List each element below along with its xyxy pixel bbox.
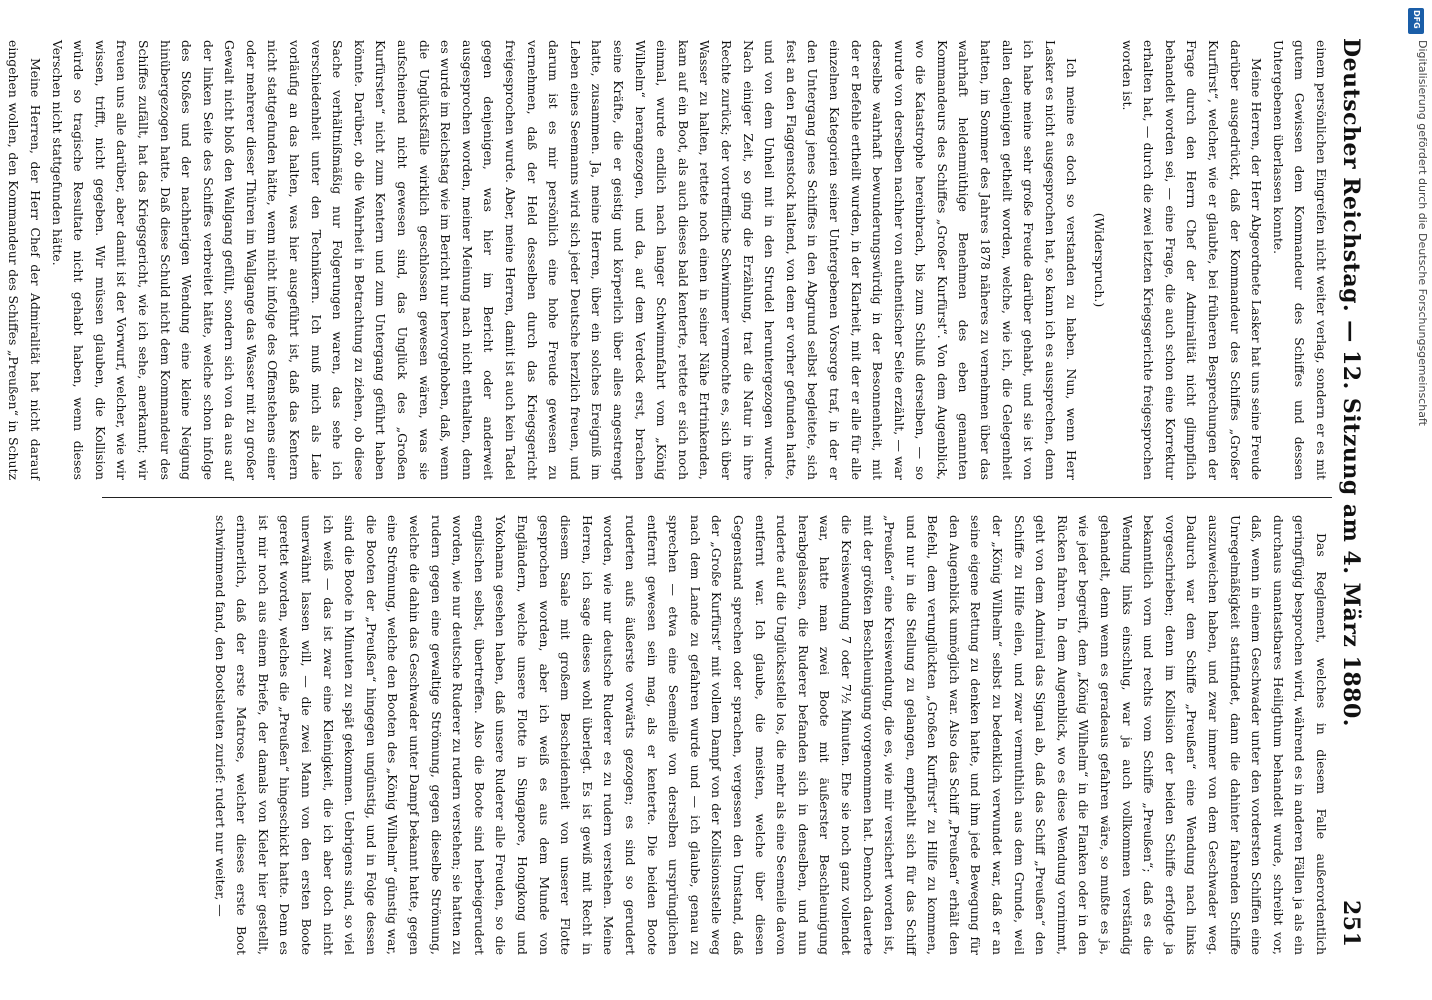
header-title: Deutscher Reichstag. —	[1338, 38, 1364, 343]
dfg-logo	[1408, 8, 1424, 34]
column-divider	[102, 497, 1332, 498]
dfg-logo-text: DFG	[1412, 10, 1421, 29]
credit-text: Digitalisierung gefördert durch die Deutsche Forschungsgemeinschaft	[1416, 40, 1429, 426]
paragraph: einem persönlichen Eingreifen nicht weiter verlag, sondern er es mit gutem Gewissen dem Kommandeur des Schiffes und dessen Untergebenen überlassen konnte.	[1270, 40, 1329, 480]
interjection: (Widerspruch.)	[1092, 212, 1108, 308]
right-text-column	[92, 515, 1332, 955]
paragraph: Meine Herren, der Herr Chef der Admiralität hat nicht darauf eingehen wollen, den Kommandeur des Schiffes „Preußen“ in Schutz	[6, 40, 43, 480]
page-number: 251	[1338, 900, 1364, 948]
paragraph: Meine Herren, der Herr Abgeordnete Lasker hat uns seine Freude darüber ausgedrückt, daß der Kommandeur des Schiffes „Großer Kurfürst“, welcher, wie er glaubte, bei früheren Besprechungen der Frage durch den Herrn Chef der Admiralität nicht glimpflich behandelt worden sei, — eine Frage, die auch schon eine Korrektur erhalten hat, — durch die zwei letzten Kriegsgerichte freigesprochen worden ist.	[1119, 40, 1265, 480]
header-session: 12. Sitzung am 4. März 1880.	[1338, 350, 1364, 727]
left-text-column	[6, 40, 1332, 480]
paragraph: Das Reglement, welches in diesem Falle außerordentlich geringfügig besprochen wird, während es in anderen Fällen ja als ein durchaus unantastbares Heiligthum behandelt wurde, schreibt vor, daß, wenn in einem Geschwader unter den vordersten Schiffen eine Unregelmäßigkeit stattfindet, dann die dahinter fahrenden Schiffe auszuweichen haben, und zwar immer von dem Geschwader weg. Dadurch war dem Schiffe „Preußen“ eine Wendung nach links vorgeschrieben; denn im Kollision der beiden Schiffe erfolgte ja bekanntlich vorn und rechts vom Schiffe „Preußen“; daß es die Wendung links einschlug, war ja auch vollkommen verständig gehandelt, denn wenn es geradeaus gefahren wäre, so mußte es ja, wie jeder begreift, dem „König Wilhelm“ in die Flanken oder in den Rücken fahren. In dem Augenblick, wo es diese Wendung vornimmt, geht von dem Admiral das Signal ab, daß das Schiff „Preußen“ den Schiffe zu Hilfe eilen, und zwar vermuthlich aus dem Grunde, weil der „König Wilhelm“ selbst zu bedenklich verwundet war, daß er an seine eigene Rettung zu denken hatte, und ihm jede Bewegung für den Augenblick unmöglich war. Also das Schiff „Preußen“ erhält den Befehl, dem verunglückten „Großen Kurfürst“ zu Hilfe zu kommen, und nur in die Stellung zu gelangen, empfiehlt sich für das Schiff „Preußen“ eine Kreiswendung, die es, wie mir versichert worden ist, mit der größten Beschleunigung vorgenommen hat. Dennoch dauerte die Kreiswendung 7 oder 7½ Minuten. Ehe sie noch ganz vollendet war, hatte man zwei Boote mit äußerster Beschleunigung herabgelassen, die Ruderer befanden sich in denselben, und nun ruderte auf die Unglücksstelle los, die mehr als eine Seemeile davon entfernt war. Ich glaube, die meisten, welche über diesen Gegenstand sprechen oder sprachen, vergessen den Umstand, daß der „Große Kurfürst“ mit vollem Dampf von der Kollisionsstelle weg nach dem Lande zu gefahren wurde und — ich glaube, genau zu sprechen — etwa eine Seemeile von derselben ursprünglichen entfernt gewesen sein mag, als er kenterte. Die beiden Boote ruderten aufs äußerste vorwärts gezogen; es sind so gerudert worden, wie nur deutsche Ruderer es zu rudern verstehen. Meine Herren, ich sage dieses wohl überlegt. Es ist gewiß mit Recht in diesem Saale mit großem Bescheidenheit von unserer Flotte gesprochen worden, aber ich weiß es aus dem Munde von Engländern, welche unsere Flotte in Singapore, Hongkong und Yokohama gesehen haben, daß unsere Ruderer alle Freuden, so die englischen selbst, übertreffen. Also die Boote sind herbeigerudert worden, wie nur deutsche Ruderer zu rudern verstehen; sie hatten zu rudern gegen eine gewaltige Strömung, gegen dieselbe Strömung, welche die dahin das Geschwader unter Dampf bekannt hatte, gegen eine Strömung, welche den Booten des „König Wilhelm“ günstig war, die Booten der „Preußen“ hingegen ungünstig, und in Folge dessen sind die Boote in Minuten zu spät gekommen. Uebrigens sind, so viel ich weiß — das ist zwar eine Kleinigkeit, die ich aber doch nicht unerwähnt lassen will, — die zwei Mann von den ersten Boote gerettet worden, welches die „Preußen“ hingeschickt hatte. Denn es ist mir noch aus einem Briefe, der damals von Kieler hier gestellt, erinnerlich, daß der erste Matrose, welcher dieses erste Boot schwimmend fand, den Bootsleuten zurief: rudert nur weiter, —	[212, 515, 1329, 955]
digitization-credit	[1395, 40, 1431, 1000]
paragraph: Ich meine es doch so verstanden zu haben. Nun, wenn Herr Lasker es nicht ausgesprochen hat, so kann ich es aussprechen, denn ich habe meine sehr große Freude darüber gehabt, und sie ist von allen denjenigen getheilt worden, welche, wie ich, die Gelegenheit hatten, im Sommer des Jahres 1878 näheres zu vernehmen über das wahrhaft heldenmüthige Benehmen des eben genannten Kommandeurs des Schiffes „Großer Kurfürst“. Von dem Augenblick, wo die Katastrophe hereinbrach, bis zum Schluß derselben, — so wurde von derselben nachher von authentischer Seite erzählt, — war derselbe wahrhaft bewunderungswürdig in der Besonnenheit, mit der er Befehle ertheilt wurden, in der Klarheit, mit der er alle für alle einzelnen Kategorien seiner Untergebenen Vorsorge traf, in der er den Untergang jenes Schiffes in den Abgrund selbst begleitete, sich fest an den Flaggenstock haltend, von dem er vorher gefunden hatte, und von dem Unheil mit in den Strudel heruntergezogen wurde. Nach einiger Zeit, so ging die Erzählung, trat die Natur in ihre Rechte zurück; der vortreffliche Schwimmer vermochte es, sich über Wasser zu halten, rettete noch einen in seiner Nähe Ertrinkenden, kam auf ein Boot, als auch dieses bald kenterte, rettete er sich noch einmal, wurde endlich nach langer Schwimmfahrt vom „König Wilhelm“ herangezogen, und da, auf dem Verdeck erst, brachen seine Kräfte, die er geistig und körperlich über alles angestrengt hatte, zusammen. Ja, meine Herren, über ein solches Ereigniß im Leben eines Seemanns wird sich jeder Deutsche herzlich freuen, und darum ist es mir persönlich eine hohe Freude gewesen zu vernehmen, daß der Held desselben durch das Kriegsgericht freigesprochen wurde. Aber, meine Herren, damit ist auch kein Tadel gegen denjenigen, was hier im Bericht oder anderweit ausgesprochen worden, meiner Meinung nach nicht enthalten, denn es wurde im Reichstag wie im Bericht nur hervorgehoben, daß, wenn die Unglücksfälle wirklich geschlossen gewesen wären, was sie aufscheinend nicht gewesen sind, das Unglück des „Großen Kurfürsten“ nicht zum Kentern und zum Untergang geführt haben könnte. Darüber, ob die Wahrheit in Betrachtung zu ziehen, ob diese Sache verhältnißmäßig nur Folgerungen waren, das sehe ich verschiedenheit unter den Technikern. Ich muß mich als Laie vorläufig an das halten, was hier ausgeführt ist, daß das Kentern nicht stattgefunden hätte, wenn nicht infolge des Offenstehens einer oder mehrerer dieser Thüren im Wallgange das Wasser mit zu großer Gewalt nicht bloß den Wallgang gefüllt, sondern sich von da aus auf der linken Seite des Schiffes verbreitet hätte, welche schon infolge des Stoßes und der nachherigen Wendung eine kleine Neigung hinübergezogen hatte. Daß diese Schuld nicht dem Kommandeur des Schiffes zufällt, hat das Kriegsgericht, wie ich sehe, anerkannt; wir freuen uns alle darüber, aber damit ist der Vorwurf, welcher, wie wir wissen, trifft, nicht gegeben. Wir müssen glauben, die Kollision würde so tragische Resultate nicht gehabt haben, wenn dieses Verschen nicht stattgefunden hätte.	[49, 40, 1080, 480]
